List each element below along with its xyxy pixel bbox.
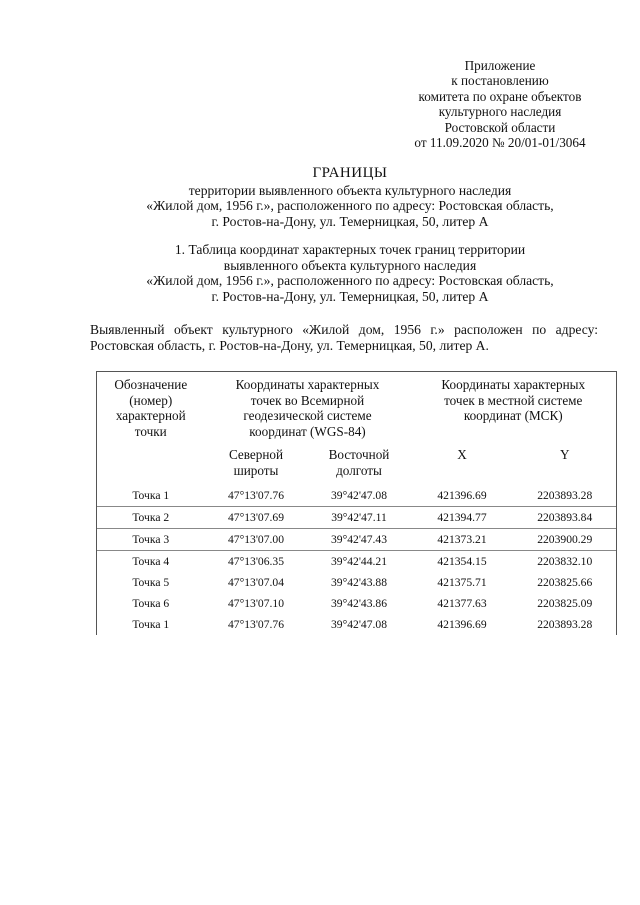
paragraph-line: Выявленный объект культурного «Жилой дом, 1956 г.» расположен по адресу: bbox=[90, 322, 598, 337]
cell-point: Точка 3 bbox=[97, 529, 205, 551]
cell-east: 39°42'47.11 bbox=[308, 507, 411, 529]
cell-x: 421354.15 bbox=[411, 551, 514, 573]
document-title: ГРАНИЦЫ bbox=[312, 165, 388, 181]
cell-point: Точка 5 bbox=[97, 572, 205, 593]
appendix-line: Ростовской области bbox=[444, 119, 556, 135]
header-text: координат (WGS-84) bbox=[249, 423, 366, 439]
paragraph-line: Ростовская область, г. Ростов-на-Дону, ул. Темерницкая, 50, литер А. bbox=[90, 337, 489, 353]
subheader-x: X bbox=[457, 447, 467, 462]
cell-point: Точка 4 bbox=[97, 551, 205, 573]
cell-y: 2203893.28 bbox=[514, 485, 617, 507]
header-point-designation bbox=[97, 372, 205, 486]
header-text: Координаты характерных bbox=[441, 377, 586, 392]
section-line: г. Ростов-на-Дону, ул. Темерницкая, 50, литер А bbox=[211, 288, 489, 304]
appendix-line: к постановлению bbox=[451, 73, 549, 89]
header-text: Обозначение bbox=[114, 377, 188, 392]
appendix-line: комитета по охране объектов bbox=[418, 88, 582, 104]
header-msk bbox=[411, 372, 617, 444]
cell-north: 47°13'07.69 bbox=[205, 507, 308, 529]
table-header-row bbox=[97, 372, 617, 444]
header-text: долготы bbox=[336, 463, 382, 478]
cell-y: 2203893.84 bbox=[514, 507, 617, 529]
cell-north: 47°13'07.76 bbox=[228, 489, 284, 502]
header-text: (номер) bbox=[129, 392, 173, 408]
header-text: точек во Всемирной bbox=[250, 392, 365, 408]
subheader-east bbox=[308, 443, 411, 485]
cell-north: 47°13'07.04 bbox=[228, 576, 284, 589]
table-row bbox=[97, 593, 617, 614]
table-row bbox=[97, 572, 617, 593]
section-heading bbox=[60, 242, 640, 304]
appendix-line: Приложение bbox=[464, 58, 536, 73]
cell-north: 47°13'06.35 bbox=[205, 551, 308, 573]
cell-east: 39°42'47.08 bbox=[331, 618, 387, 631]
cell-north: 47°13'07.00 bbox=[205, 529, 308, 551]
table-row bbox=[97, 485, 617, 507]
title-line: г. Ростов-на-Дону, ул. Темерницкая, 50, литер А bbox=[211, 213, 489, 229]
cell-y: 2203825.66 bbox=[514, 572, 617, 593]
cell-east: 39°42'47.43 bbox=[308, 529, 411, 551]
section-line: «Жилой дом, 1956 г.», расположенного по адресу: Ростовская область, bbox=[146, 273, 554, 289]
table-row bbox=[97, 529, 617, 551]
cell-east: 39°42'47.08 bbox=[331, 489, 387, 502]
appendix-line: культурного наследия bbox=[438, 104, 562, 120]
table-row bbox=[97, 551, 617, 573]
header-text: координат (МСК) bbox=[463, 408, 563, 423]
cell-x: 421394.77 bbox=[411, 507, 514, 529]
cell-x: 421373.21 bbox=[411, 529, 514, 551]
cell-x: 421396.69 bbox=[437, 489, 487, 502]
header-text: широты bbox=[233, 463, 279, 478]
section-line: выявленного объекта культурного наследия bbox=[223, 257, 477, 273]
section-line: 1. Таблица координат характерных точек границ территории bbox=[174, 242, 526, 257]
header-text: точек в местной системе bbox=[444, 392, 583, 408]
cell-point: Точка 6 bbox=[97, 593, 205, 614]
header-text: точки bbox=[134, 423, 167, 439]
header-text: Восточной bbox=[328, 447, 390, 462]
coordinates-table-wrap bbox=[96, 371, 616, 635]
header-text: Северной bbox=[228, 447, 284, 462]
cell-point: Точка 1 bbox=[97, 485, 205, 507]
cell-y: 2203900.29 bbox=[514, 529, 617, 551]
coordinates-table bbox=[96, 371, 617, 635]
cell-x: 421377.63 bbox=[437, 597, 487, 610]
cell-y: 2203893.28 bbox=[514, 614, 617, 635]
table-row bbox=[97, 614, 617, 635]
table-row bbox=[97, 507, 617, 529]
cell-point: Точка 1 bbox=[97, 614, 205, 635]
cell-east: 39°42'43.86 bbox=[331, 597, 387, 610]
cell-north: 47°13'07.76 bbox=[228, 618, 284, 631]
cell-y: 2203832.10 bbox=[514, 551, 617, 573]
appendix-block bbox=[400, 58, 600, 150]
appendix-line: от 11.09.2020 № 20/01-01/3064 bbox=[414, 135, 586, 151]
cell-north: 47°13'07.10 bbox=[228, 597, 284, 610]
subheader-north bbox=[205, 443, 308, 485]
document-title-block bbox=[60, 166, 640, 229]
cell-y: 2203825.09 bbox=[514, 593, 617, 614]
header-text: характерной bbox=[115, 408, 186, 423]
title-line: «Жилой дом, 1956 г.», расположенного по адресу: Ростовская область, bbox=[146, 198, 554, 214]
title-line: территории выявленного объекта культурного наследия bbox=[188, 182, 512, 198]
header-text: геодезической системе bbox=[243, 408, 372, 423]
cell-point: Точка 2 bbox=[97, 507, 205, 529]
intro-paragraph bbox=[90, 322, 598, 353]
cell-east: 39°42'44.21 bbox=[308, 551, 411, 573]
subheader-y: Y bbox=[514, 443, 617, 485]
header-wgs84 bbox=[205, 372, 411, 444]
cell-x: 421396.69 bbox=[437, 618, 487, 631]
cell-east: 39°42'43.88 bbox=[331, 576, 387, 589]
header-text: Координаты характерных bbox=[235, 377, 380, 392]
cell-x: 421375.71 bbox=[437, 576, 487, 589]
